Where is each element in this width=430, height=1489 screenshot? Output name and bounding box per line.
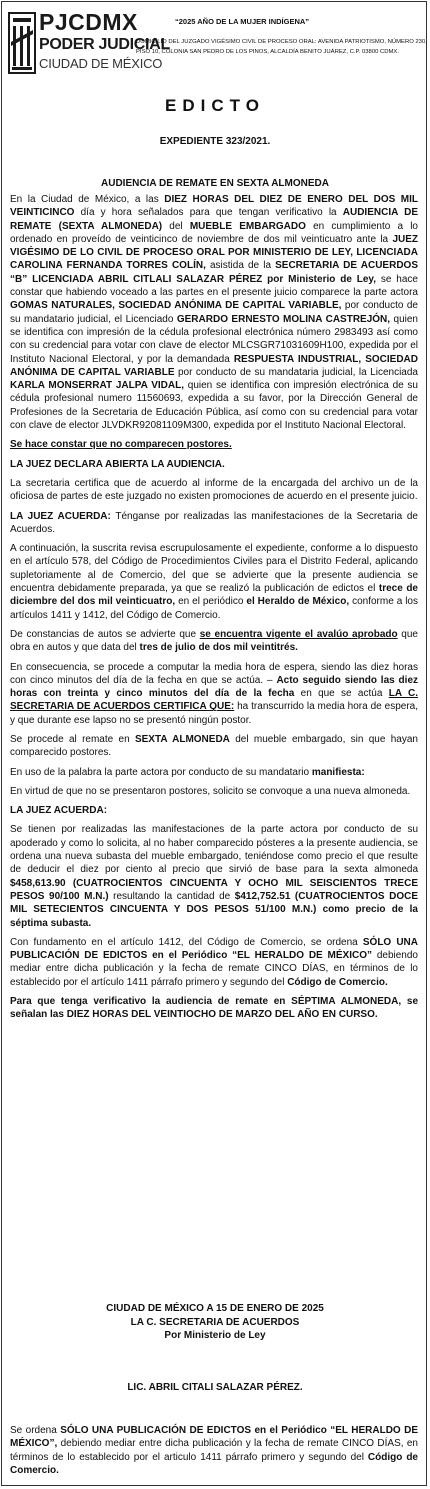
paragraph-appraisal: De constancias de autos se advierte que se encuentra vigente el avalúo aprobado que obra en autos y que data del tres de julio de dos mil veintitrés. — [10, 628, 418, 654]
paragraph-secretary-certifies: La secretaria certifica que de acuerdo al informe de la encargada del archivo un de la oficiosa de partes de este juzgado no existen promociones de acuerdo en el presente juicio. — [10, 477, 418, 503]
paragraph-publication-order: Con fundamento en el artículo 1412, del Código de Comercio, se ordena SÓLO UNA PUBLICACIÓN DE EDICTOS en el Periódico “EL HERALDO DE MÉXICO” debiendo mediar entre dicha publicación y la fecha de remate CINCO DÍAS, en términos de lo establecido por el artículo 1411 párrafo primero y segundo del Código de Comercio. — [10, 936, 419, 988]
paragraph-judge-agrees-2: LA JUEZ ACUERDA: — [10, 805, 108, 817]
edict-body — [10, 193, 418, 1028]
paragraph-judge-agrees: LA JUEZ ACUERDA: Ténganse por realizadas las manifestaciones de la Secretaria de Acuerdos. — [10, 510, 418, 535]
paragraph-file-review: A continuación, la suscrita revisa escrupulosamente el expediente, conforme a lo dispuesto en el artículo 578, del Código de Procedimientos Civiles para el Distrito Federal, aplicando supletoriamente al de Comercio, del que se advierte que la presente audiencia se encuentra debidamente preparada, ya que se realizó la publicación de edictos el trece de diciembre del dos mil veinticuatro, en el periódico el Heraldo de México, conforme a los artículos 1411 y 1412, del Código de Comercio. — [10, 543, 418, 621]
footer-publication-note: Se ordena SÓLO UNA PUBLICACIÓN DE EDICTOS en el Periódico “EL HERALDO DE MÉXICO”, debiendo mediar entre dicha publicación y la fecha de remate CINCO DÍAS, en términos de lo establecido por el articulo 1411 párrafo primero y segundo del Código de Comercio. — [10, 1425, 418, 1476]
court-emblem-icon — [8, 12, 36, 74]
signature-place-date: CIUDAD DE MÉXICO A 15 DE ENERO DE 2025 — [106, 1303, 324, 1314]
document-header — [5, 8, 425, 80]
paragraph-plaintiff-statement: En uso de la palabra la parte actora por conducto de su mandatario manifiesta: — [10, 766, 365, 778]
signature-role: LA C. SECRETARIA DE ACUERDOS — [130, 1316, 300, 1328]
court-address: DOMICILIO DEL JUZGADO VIGÉSIMO CIVIL DE PROCESO ORAL: AVENIDA PATRIOTISMO, NÚMERO 230, PISO 10, COLONIA SAN PEDRO DE LOS PINOS, ALCALDÍA BENITO JUÁREZ, C.P. 03800 CDMX. — [136, 39, 427, 55]
paragraph-sixth-auction: Se procede al remate en SEXTA ALMONEDA del mueble embargado, sin que hayan comparecido postores. — [10, 733, 418, 759]
case-number: EXPEDIENTE 323/2021. — [159, 136, 271, 147]
paragraph-hearing-declared-open: LA JUEZ DECLARA ABIERTA LA AUDIENCIA. — [10, 458, 225, 470]
signer-name: LIC. ABRIL CITALI SALAZAR PÉREZ. — [127, 1382, 303, 1393]
paragraph-no-bidders: Se hace constar que no comparecen postores. — [10, 439, 232, 451]
logo-city: CIUDAD DE MÉXICO — [39, 56, 163, 71]
year-motto: “2025 AÑO DE LA MUJER INDÍGENA” — [175, 17, 310, 26]
document-title: EDICTO — [165, 96, 265, 115]
signature-by-law: Por Ministerio de Ley — [164, 1330, 266, 1341]
paragraph-new-price: Se tienen por realizadas las manifestaciones de la parte actora por conducto de su apoderado y como lo solicita, al no haber comparecido pósteres a la presente audiencia, se ordena una nueva subasta del mueble embargado, teniéndose como precio el que resulte de deducir el diez por ciento al precio que sirvió de base para la sexta almoneda $458,613.90 (CUATROCIENTOS CINCUENTA Y OCHO MIL SEISCIENTOS TRECE PESOS 90/100 M.N.) resultando la cantidad de $412,752.51 (CUATROCIENTOS DOCE MIL SETECIENTOS CINCUENTA Y DOS PESOS 51/100 M.N.) como precio de la séptima subasta. — [10, 824, 418, 929]
logo-institution: PODER JUDICIAL — [39, 36, 170, 53]
paragraph-hearing-opening: En la Ciudad de México, a las DIEZ HORAS DEL DIEZ DE ENERO DEL DOS MIL VEINTICINCO día y hora señalados para que tengan verificativo la AUDIENCIA DE REMATE (SEXTA ALMONEDA) del MUEBLE EMBARGADO en cumplimiento a lo ordenado en proveído de veinticinco de noviembre de dos mil veinticuatro ante la JUEZ VIGÉSIMO DE LO CIVIL DE PROCESO ORAL POR MINISTERIO DE LEY, LICENCIADA CAROLINA FERNANDA TORRES COLÍN, asistida de la SECRETARIA DE ACUERDOS “B” LICENCIADA ABRIL CITLALI SALAZAR PÉREZ por Ministerio de Ley, se hace constar que habiendo voceado a las partes en el presente juicio comparece la parte actora GOMAS NATURALES, SOCIEDAD ANÓNIMA DE CAPITAL VARIABLE, por conducto de su mandatario judicial, el Licenciado GERARDO ERNESTO MOLINA CASTREJÓN, quien se identifica con impresión de la cédula profesional electrónica número 2983493 así como con su credencial para votar con clave de elector MLCSGR71031609H100, expedida por el Instituto Nacional Electoral, y por la demandada RESPUESTA INDUSTRIAL, SOCIEDAD ANÓNIMA DE CAPITAL VARIABLE por conducto de su mandataria judicial, la Licenciada KARLA MONSERRAT JALPA VIDAL, quien se identifica con impresión electrónica de su cédula profesional numero 11560693, expedida a su favor, por la Dirección General de Profesiones de la Secretaria de Educación Pública, así como con su credencial para votar con clave de elector JLVDKR92081109M300, expedida por el Instituto Nacional Electoral. — [10, 194, 419, 432]
paragraph-seventh-auction-date: Para que tenga verificativo la audiencia de remate en SÉPTIMA ALMONEDA, se señalan las DIEZ HORAS DEL VEINTIOCHO DE MARZO DEL AÑO EN CURSO. — [10, 996, 418, 1021]
signature-block — [0, 1302, 430, 1343]
paragraph-waiting-period: En consecuencia, se procede a computar la media hora de espera, siendo las diez horas con cinco minutos del día de la fecha en que se actúa. – Acto seguido siendo las diez horas con treinta y cinco minutos del día de la fecha en que se actúa LA C. SECRETARIA DE ACUERDOS CERTIFICA QUE: ha transcurrido la media hora de espera, y que durante ese lapso no se presentó ningún postor. — [10, 661, 419, 726]
logo-acronym: PJCDMX — [39, 9, 138, 35]
hearing-subtitle: AUDIENCIA DE REMATE EN SEXTA ALMONEDA — [101, 178, 329, 189]
paragraph-new-auction-request: En virtud de que no se presentaron postores, solicito se convoque a una nueva almoneda. — [10, 785, 411, 797]
